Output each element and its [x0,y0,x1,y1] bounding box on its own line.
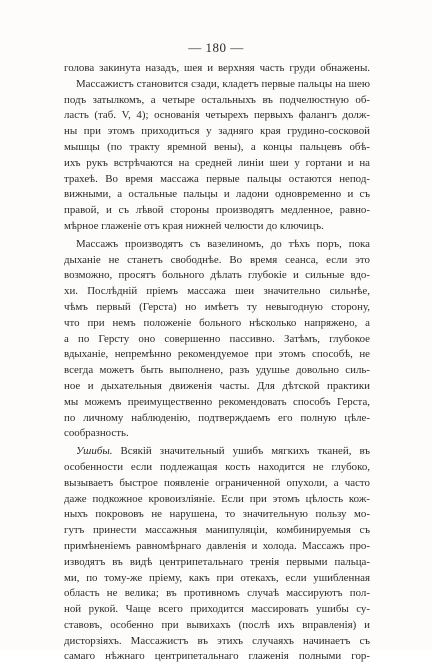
text-line [64,444,370,460]
text-line: подъ затылкомъ, а четыре остальныхъ въ подчелюстную об- [64,93,370,106]
text-line: Массажистъ становится сзади, кладетъ первые пальцы на шею [76,77,370,90]
page-number: — 180 — [188,40,244,55]
paragraph-massage-method [64,237,370,442]
text-line: ны при этомъ приходиться у задняго края грудино-сосковой [64,125,370,138]
text-line: ласть (таб. V, 4); основанія четырехъ первыхъ фалангъ долж- [64,109,370,122]
text-line: всегда можетъ быть выполнено, разъ удушье довольно силь- [64,364,370,377]
text-line: мы можемъ преимущественно рекомендовать способъ Герста, [64,395,370,408]
text-line: примѣненіемъ равномѣрнаго давленія и холода. Массажъ про- [64,539,370,552]
section-term: Ушибы. [76,445,113,458]
text-line: мышцы (по тракту яремной вены), а концы пальцевъ обѣ- [64,140,370,153]
text-line: ной рукой. Чаще всего приходится массировать ушибы су- [64,603,370,616]
text-line: особенности если подлежащая кость находится не глубоко, [64,460,370,473]
text-line: ставовъ, особенно при вывихахъ (послѣ ихъ вправленія) и [64,618,370,631]
text-line: хи. Послѣдній пріемъ массажа шеи значительно сильнѣе, [64,285,370,298]
text-line: правой, и съ лѣвой стороны производятъ медленное, равно- [64,204,370,217]
text-line: голова закинута назадъ, шея и верхняя часть груди обнажены. [64,62,370,74]
text-line: что при немъ положеніе больного нѣсколько напряжено, а [64,316,370,329]
text-line: самаго нѣжнаго центрипетальнаго глаженія полными гор- [64,650,370,663]
text-line: сообразность. [64,427,129,440]
text-line: вижными, а остальные пальцы и ладони одновременно и съ [64,188,370,201]
text-line: мѣрное глаженіе отъ края нижней челюсти до ключицъ. [64,219,324,232]
paragraph-intubation-position [64,61,370,235]
text-line: дыханіе не станетъ свободнѣе. Во время сеанса, если это [64,253,370,266]
text-line: даже подкожное кровоизліяніе. Если при этомъ цѣлость кож- [64,492,370,505]
text-line: изводятъ въ видѣ центрипетальнаго тренія первыми пальца- [64,555,370,568]
text-line: трахеѣ. Во время массажа первые пальцы остаются непод- [64,172,370,185]
text-line: вдыханіе, непремѣнно рекомендуемое при этомъ способѣ, не [64,348,370,361]
text-line: ихъ рукъ встрѣчаются на средней линіи шеи у гортани и на [64,156,370,169]
text-line: чѣмъ первый (Герста) но имѣетъ ту невыгодную сторону, [64,300,370,313]
text-line: по личному наблюденію, подтверждаемъ его полную цѣле- [64,411,370,424]
text-line: дисторзіяхъ. Массажистъ въ этихъ случаяхъ начинаетъ съ [64,634,370,647]
text-line: область не велика; въ противномъ случаѣ массируютъ пол- [64,587,370,600]
text-line-rest: Всякій значительный ушибъ мягкихъ тканей, въ [112,445,370,458]
body-text [64,61,370,665]
text-line: ное и дыхательныя движенія часты. Для дѣтской практики [64,379,370,392]
text-line: возможно, просятъ больного дѣлать глубокіе и сильные вдо- [64,269,370,282]
text-line: ми, по тому-же пріему, какъ при отекахъ, если ушибленная [64,571,370,584]
text-line: Массажъ производятъ съ вазелиномъ, до тѣхъ поръ, пока [76,237,370,250]
text-line: гутъ принести массажныя манипуляціи, комбинируемыя съ [64,524,370,537]
text-line: ныхъ покрововъ не нарушена, то значительную пользу мо- [64,508,370,521]
text-line: вызываетъ быстрое появленіе ограниченной опухоли, а часто [64,476,370,489]
text-line: а по Герсту оно совершенно пассивно. Затѣмъ, глубокое [64,332,370,345]
paragraph-bruises [64,444,370,665]
